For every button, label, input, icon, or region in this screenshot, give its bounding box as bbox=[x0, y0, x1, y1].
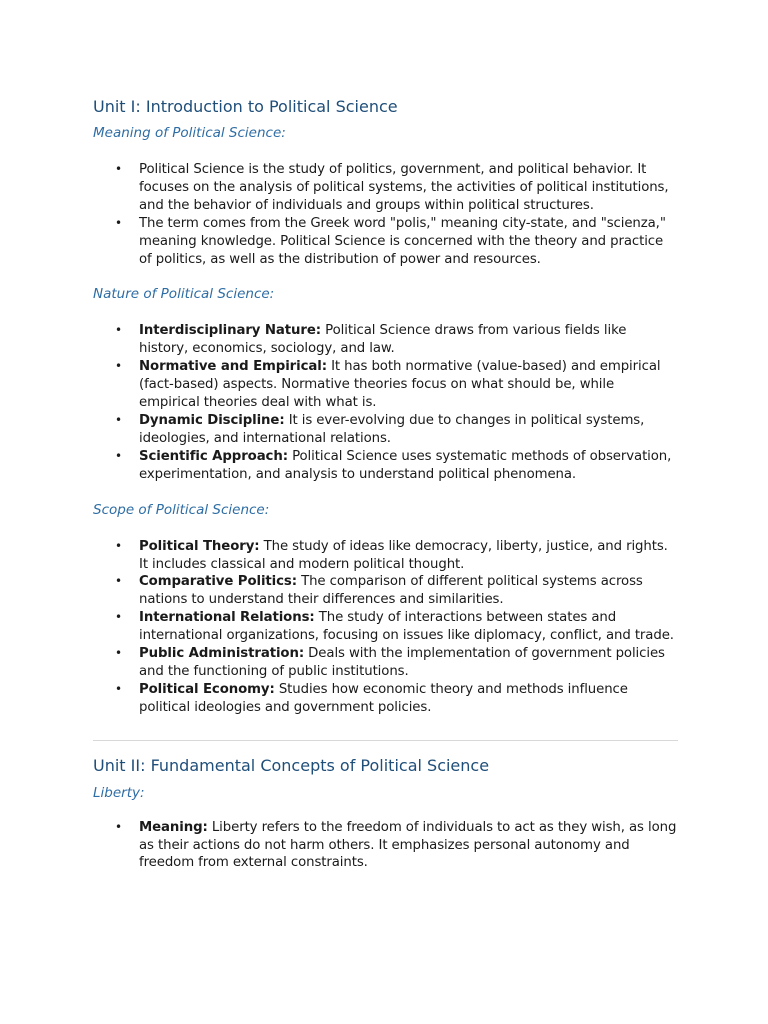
list-item bbox=[93, 819, 678, 873]
bullet-icon: • bbox=[115, 412, 122, 427]
list-item bbox=[93, 358, 678, 412]
meaning-heading: Meaning of Political Science: bbox=[93, 125, 286, 141]
list-item bbox=[93, 681, 678, 717]
term-label: Comparative Politics: bbox=[139, 574, 297, 590]
document-page bbox=[93, 96, 678, 872]
bullet-icon: • bbox=[115, 646, 122, 661]
term-label: Political Theory: bbox=[139, 538, 260, 554]
term-label: Interdisciplinary Nature: bbox=[139, 323, 322, 339]
unit-2-title: Unit II: Fundamental Concepts of Political Science bbox=[93, 755, 490, 775]
list-item bbox=[93, 215, 678, 269]
nature-list bbox=[93, 322, 678, 483]
meaning-list bbox=[93, 161, 678, 268]
bullet-icon: • bbox=[115, 610, 122, 625]
term-label: Political Economy: bbox=[139, 681, 275, 697]
list-item bbox=[93, 538, 678, 574]
bullet-icon: • bbox=[115, 538, 122, 553]
term-label: Meaning: bbox=[139, 819, 208, 835]
scope-heading: Scope of Political Science: bbox=[93, 501, 270, 518]
list-item bbox=[93, 573, 678, 609]
list-item-text: The comparison of different political systems across nations to understand their differences and similarities. bbox=[139, 574, 643, 608]
list-item-text: The study of ideas like democracy, liberty, justice, and rights. It includes classical and modern political thought. bbox=[139, 538, 668, 572]
bullet-icon: • bbox=[115, 162, 122, 176]
unit-1-title: Unit I: Introduction to Political Science bbox=[93, 97, 398, 116]
section-divider bbox=[93, 740, 678, 741]
list-item-text: It is ever-evolving due to changes in political systems, ideologies, and international relations. bbox=[139, 412, 645, 446]
list-item-text: The term comes from the Greek word "polis," meaning city-state, and "scienza," meaning knowledge. Political Science is concerned with the theory and practice of politics, as well as the distribution of power and resources. bbox=[139, 215, 666, 267]
list-item bbox=[93, 412, 678, 448]
list-item bbox=[93, 609, 678, 645]
list-item-text: Deals with the implementation of government policies and the functioning of public institutions. bbox=[139, 646, 665, 679]
bullet-icon: • bbox=[115, 574, 122, 589]
bullet-icon: • bbox=[115, 448, 122, 463]
nature-heading: Nature of Political Science: bbox=[93, 286, 275, 303]
term-label: Normative and Empirical: bbox=[139, 359, 327, 375]
scope-list bbox=[93, 538, 678, 717]
term-label: International Relations: bbox=[139, 610, 315, 626]
list-item-text: Political Science is the study of politics, government, and political behavior. It focuses on the analysis of political systems, the activities of political institutions, and the behavior of individuals and groups within political structures. bbox=[139, 162, 669, 213]
liberty-list bbox=[93, 819, 678, 873]
list-item-text: The study of interactions between states and international organizations, focusing on issues like diplomacy, conflict, and trade. bbox=[139, 610, 674, 644]
term-label: Dynamic Discipline: bbox=[139, 412, 285, 428]
list-item bbox=[93, 322, 678, 358]
bullet-icon: • bbox=[115, 819, 122, 834]
list-item-text: It has both normative (value-based) and empirical (fact-based) aspects. Normative theories focus on what should be, while empirical theories deal with what is. bbox=[139, 359, 661, 411]
list-item-text: Political Science uses systematic methods of observation, experimentation, and analysis to understand political phenomena. bbox=[139, 448, 672, 482]
term-label: Public Administration: bbox=[139, 646, 305, 662]
bullet-icon: • bbox=[115, 681, 122, 696]
list-item-text: Studies how economic theory and methods influence political ideologies and government policies. bbox=[139, 681, 628, 715]
liberty-heading: Liberty: bbox=[93, 784, 145, 801]
term-label: Scientific Approach: bbox=[139, 448, 288, 464]
bullet-icon: • bbox=[115, 359, 122, 374]
list-item bbox=[93, 161, 678, 215]
bullet-icon: • bbox=[115, 215, 122, 230]
list-item-text: Liberty refers to the freedom of individuals to act as they wish, as long as their actions do not harm others. It emphasizes personal autonomy and freedom from external constraints. bbox=[139, 819, 677, 871]
bullet-icon: • bbox=[115, 323, 122, 338]
list-item bbox=[93, 448, 678, 484]
list-item bbox=[93, 645, 678, 681]
list-item-text: Political Science draws from various fields like history, economics, sociology, and law. bbox=[139, 323, 627, 357]
